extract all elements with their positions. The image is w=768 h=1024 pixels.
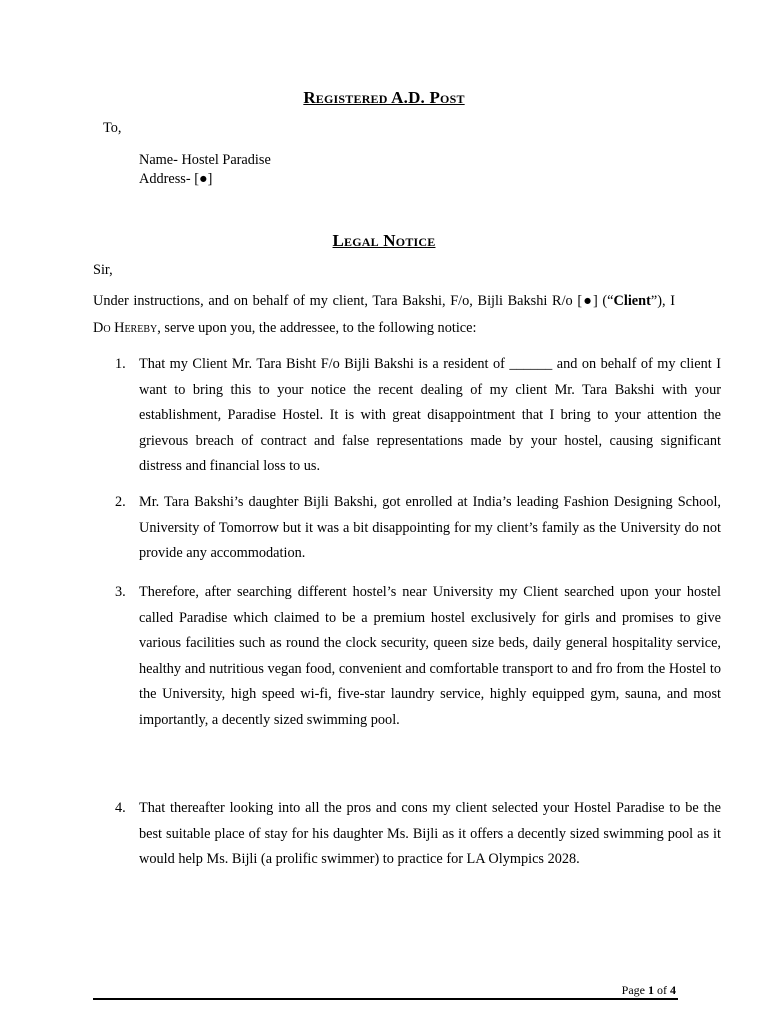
registered-post-heading: Registered A.D. Post xyxy=(303,88,465,107)
item-text: Therefore, after searching different hostel’s near University my Client searched upon your hostel called Paradise which claimed to be a premium hostel exclusively for girls and promises to give various facilities such as round the clock security, queen size beds, daily general hospitality service, healthy and nutritious vegan food, convenient and comfortable transport to and fro from the Hostel to the University, high speed wi-fi, five-star laundry service, highly equipped gym, sauna, and most importantly, a decently sized swimming pool. xyxy=(139,584,721,728)
intro-text-1: Under instructions, and on behalf of my client, Tara Bakshi, F/o, Bijli Bakshi R/o [●] (“ xyxy=(93,293,614,309)
item-number: 3. xyxy=(115,584,126,600)
item-text: Mr. Tara Bakshi’s daughter Bijli Bakshi, got enrolled at India’s leading Fashion Designing School, University of Tomorrow but it was a bit disappointing for my client’s family as the University do not provide any accommodation. xyxy=(139,494,721,561)
current-page: 1 xyxy=(648,983,654,997)
intro-paragraph xyxy=(93,288,675,342)
page-word: Page xyxy=(621,983,648,997)
total-pages: 4 xyxy=(670,983,676,997)
to-label: To, xyxy=(103,120,122,136)
addressee-name: Name- Hostel Paradise xyxy=(139,152,271,168)
item-number: 4. xyxy=(115,800,126,816)
intro-text-2: ”), I xyxy=(650,293,675,309)
notice-item-3 xyxy=(93,580,721,733)
legal-notice-heading: Legal Notice xyxy=(332,231,436,250)
page-number xyxy=(622,983,676,998)
notice-item-2 xyxy=(93,490,721,567)
footer-divider xyxy=(93,998,678,1000)
notice-item-4 xyxy=(93,796,721,873)
addressee-address: Address- [●] xyxy=(139,171,213,187)
intro-text-3: , serve upon you, the addressee, to the following notice: xyxy=(157,320,477,336)
item-text: That thereafter looking into all the pros and cons my client selected your Hostel Paradise to be the best suitable place of stay for his daughter Ms. Bijli as it offers a decently sized swimming pool as it would help Ms. Bijli (a prolific swimmer) to practice for LA Olympics 2028. xyxy=(139,800,721,867)
do-hereby-term: Do Hereby xyxy=(93,320,158,336)
item-number: 1. xyxy=(115,356,126,372)
client-term: Client xyxy=(613,293,651,309)
salutation: Sir, xyxy=(93,262,113,278)
of-word: of xyxy=(654,983,670,997)
item-text: That my Client Mr. Tara Bisht F/o Bijli Bakshi is a resident of ______ and on behalf of my client I want to bring this to your notice the recent dealing of my client Mr. Tara Bakshi with your establishment, Paradise Hostel. It is with great disappointment that I bring to your attention the grievous breach of contract and false representations made by your hostel, causing significant distress and financial loss to us. xyxy=(139,356,721,474)
notice-item-1 xyxy=(93,352,721,480)
item-number: 2. xyxy=(115,494,126,510)
